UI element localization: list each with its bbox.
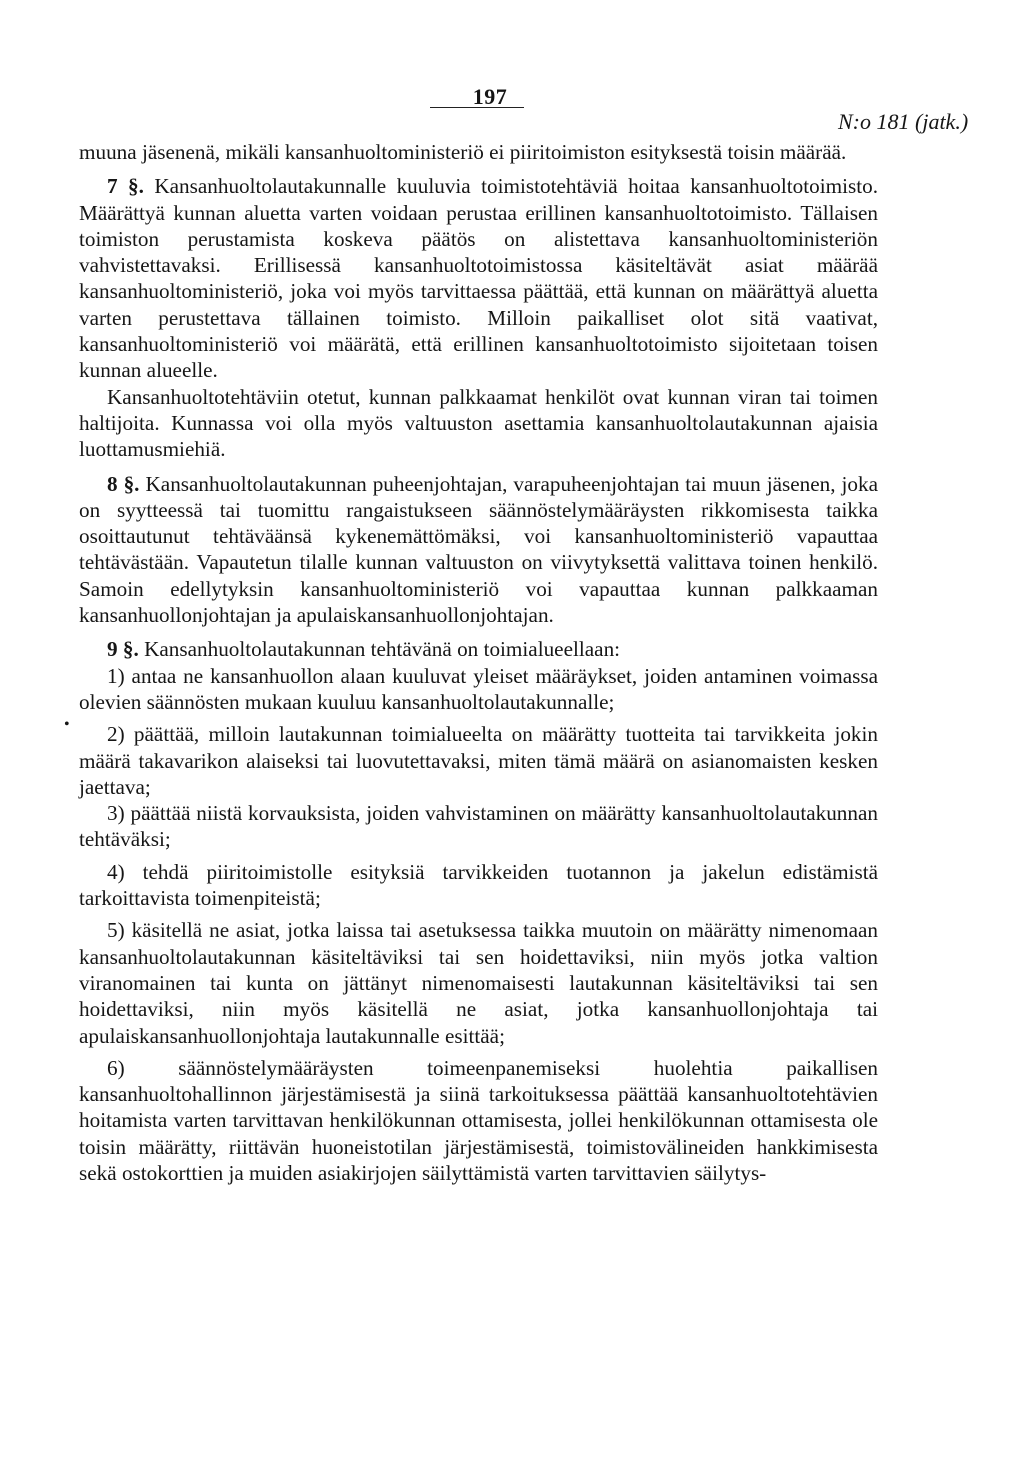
- list-item: 2) päättää, milloin lautakunnan toimialueelta on määrätty tuotteita tai tarvikkeita jokin määrä takavarikon alaiseksi tai luovutettavaksi, miten tämä määrä on asianomaisten kesken jaettava;: [79, 722, 878, 799]
- section-7: [79, 173, 878, 383]
- section-9: [79, 636, 878, 662]
- page-number: 197: [472, 84, 508, 109]
- section-number: 8 §.: [107, 471, 140, 496]
- section-8: [79, 471, 878, 629]
- section-text: Kansanhuoltolautakunnalle kuuluvia toimistotehtäviä hoitaa kansanhuoltotoimisto. Määrättyä kunnan aluetta varten voidaan perustaa erillinen kansanhuoltotoimisto. Tällaisen toimiston perustamista koskeva päätös on alistettava kansanhuoltoministeriön vahvistettavaksi. Erillisessä kansanhuoltotoimistossa käsiteltävät asiat määrää kansanhuoltoministeriö, joka voi myös tarvittaessa päättää, että kunnan on määrättyä aluetta varten perustettava tällainen toimisto. Milloin paikalliset olot sitä vaativat, kansanhuoltoministeriö voi määrätä, että erillinen kansanhuoltotoimisto sijoitetaan toisen kunnan alueelle.: [79, 174, 878, 383]
- section-number: 7 §.: [107, 174, 144, 199]
- section-text: Kansanhuoltolautakunnan puheenjohtajan, varapuheenjohtajan tai muun jäsenen, joka on syytteessä tai tuomittu rangaistukseen säännöstelymääräysten rikkomisesta taikka osoittautunut tehtäväänsä kykenemättömäksi, voi kansanhuoltoministeriö vapauttaa tehtävästään. Vapautetun tilalle kunnan valtuuston on viivytyksettä valittava toinen henkilö. Samoin edellytyksin kansanhuoltoministeriö voi vapauttaa kunnan palkkaaman kansanhuollonjohtajan ja apulaiskansanhuollonjohtajan.: [79, 471, 879, 628]
- paragraph: Kansanhuoltotehtäviin otetut, kunnan palkkaamat henkilöt ovat kunnan viran tai toimen haltijoita. Kunnassa voi olla myös valtuuston asettamia kansanhuoltolautakunnan ajaisia luottamusmiehiä.: [79, 384, 878, 462]
- section-text: Kansanhuoltolautakunnan tehtävänä on toimialueellaan:: [144, 637, 621, 662]
- list-item: 3) päättää niistä korvauksista, joiden vahvistaminen on määrätty kansanhuoltolautakunnan tehtäväksi;: [79, 801, 878, 852]
- document-reference: N:o 181 (jatk.): [838, 109, 969, 134]
- page-number-rule: [430, 107, 524, 108]
- list-item: 6) säännöstelymääräysten toimeenpanemiseksi huolehtia paikallisen kansanhuoltohallinnon järjestämisestä ja siinä tarkoituksessa päättää kansanhuoltotehtävien hoitamista varten tarvittavan henkilökunnan ottamisesta, jollei henkilökunnan ottamisesta ole toisin määrätty, riittävän huoneistotilan järjestämisestä, toimistovälineiden hankkimisesta sekä ostokorttien ja muiden asiakirjojen säilyttämistä varten tarvittavien säilytys-: [79, 1055, 878, 1185]
- list-item: 1) antaa ne kansanhuollon alaan kuuluvat yleiset määräykset, joiden antaminen voimassa olevien säännösten mukaan kuuluu kansanhuoltolautakunnalle;: [79, 663, 878, 714]
- margin-dot: •: [64, 716, 70, 733]
- section-number: 9 §.: [107, 637, 139, 662]
- list-item: 5) käsitellä ne asiat, jotka laissa tai asetuksessa taikka muutoin on määrätty nimenomaan kansanhuoltolautakunnan käsiteltäviksi tai sen hoidettaviksi, niin myös jotka valtion viranomainen tai kunta on jättänyt nimenomaisesti lautakunnan käsiteltäviksi tai sen hoidettaviksi, niin myös käsitellä ne asiat, jotka kansanhuollonjohtaja tai apulaiskansanhuollonjohtaja lautakunnalle esittää;: [79, 918, 878, 1048]
- list-item: 4) tehdä piiritoimistolle esityksiä tarvikkeiden tuotannon ja jakelun edistämistä tarkoittavista toimenpiteistä;: [79, 859, 878, 911]
- body-text: [79, 139, 878, 1186]
- paragraph-continuation: muuna jäsenenä, mikäli kansanhuoltoministeriö ei piiritoimiston esityksestä toisin määrää.: [79, 140, 847, 164]
